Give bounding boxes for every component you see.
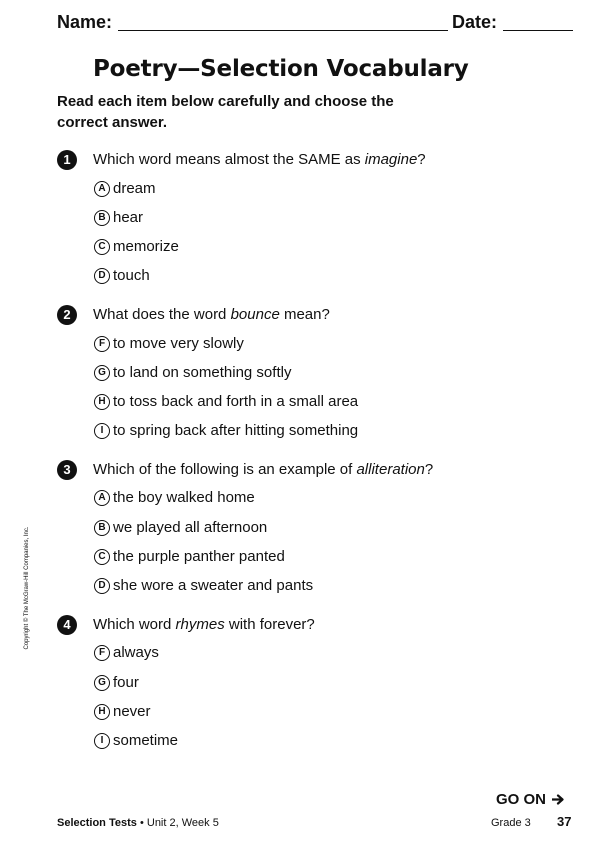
instructions: Read each item below carefully and choose the correct answer. <box>57 93 394 131</box>
answer-text: sometime <box>113 732 179 749</box>
answer-bubble[interactable]: B <box>94 210 110 226</box>
answer-option[interactable] <box>94 672 139 694</box>
question-number-badge: 1 <box>57 150 77 170</box>
answer-option[interactable] <box>94 420 358 442</box>
copyright-notice: Copyright © The McGraw-Hill Companies, Inc. <box>24 526 30 650</box>
answer-text: to move very slowly <box>113 335 244 352</box>
answer-bubble[interactable]: D <box>94 268 110 284</box>
answer-option[interactable] <box>94 546 285 568</box>
answer-bubble[interactable]: C <box>94 549 110 565</box>
name-date-header <box>57 10 573 36</box>
question-text: Which word means almost the SAME as imagine? <box>93 151 426 168</box>
question-number-badge: 4 <box>57 615 77 635</box>
answer-text: dream <box>113 180 156 197</box>
answer-option[interactable] <box>94 178 156 200</box>
answer-text: the purple panther panted <box>113 548 285 565</box>
footer-series <box>57 813 219 833</box>
answer-text: the boy walked home <box>113 489 255 506</box>
question-text: Which word rhymes with forever? <box>93 616 315 633</box>
answer-option[interactable] <box>94 236 179 258</box>
answer-bubble[interactable]: C <box>94 239 110 255</box>
answer-option[interactable] <box>94 487 255 509</box>
arrow-right-icon <box>552 794 565 805</box>
answer-text: she wore a sweater and pants <box>113 577 314 594</box>
footer-grade: Grade 3 <box>491 817 531 829</box>
answer-bubble[interactable]: A <box>94 490 110 506</box>
answer-bubble[interactable]: H <box>94 704 110 720</box>
series-name: Selection Tests <box>57 817 137 829</box>
answer-text: touch <box>113 267 150 284</box>
go-on-label: GO ON <box>496 791 547 808</box>
answer-bubble[interactable]: I <box>94 423 110 439</box>
question-text: What does the word bounce mean? <box>93 306 330 323</box>
name-label: Name: <box>57 12 113 32</box>
date-label: Date: <box>452 12 498 32</box>
question-number-badge: 3 <box>57 460 77 480</box>
answer-text: four <box>113 674 139 691</box>
page-number: 37 <box>557 814 572 829</box>
answer-option[interactable] <box>94 575 313 597</box>
answer-bubble[interactable]: D <box>94 578 110 594</box>
answer-option[interactable] <box>94 517 267 539</box>
answer-text: to spring back after hitting something <box>113 422 359 439</box>
answer-bubble[interactable]: F <box>94 645 110 661</box>
question-text: Which of the following is an example of alliteration? <box>93 461 434 478</box>
page-title: Poetry—Selection Vocabulary <box>93 56 469 82</box>
footer-bullet: • <box>139 817 144 829</box>
question-number-badge: 2 <box>57 305 77 325</box>
answer-bubble[interactable]: F <box>94 336 110 352</box>
answer-bubble[interactable]: B <box>94 520 110 536</box>
answer-text: memorize <box>113 238 179 255</box>
date-field-line[interactable] <box>503 30 573 31</box>
answer-text: we played all afternoon <box>113 519 268 536</box>
answer-option[interactable] <box>94 265 150 287</box>
answer-bubble[interactable]: A <box>94 181 110 197</box>
answer-option[interactable] <box>94 333 244 355</box>
go-on-indicator <box>496 789 565 811</box>
answer-text: always <box>113 644 159 661</box>
answer-text: hear <box>113 209 144 226</box>
unit-week: Unit 2, Week 5 <box>146 817 219 829</box>
answer-option[interactable] <box>94 362 291 384</box>
answer-text: to toss back and forth in a small area <box>113 393 359 410</box>
answer-bubble[interactable]: H <box>94 394 110 410</box>
answer-option[interactable] <box>94 701 151 723</box>
name-field-line[interactable] <box>118 30 448 31</box>
answer-option[interactable] <box>94 391 358 413</box>
answer-text: to land on something softly <box>113 364 292 381</box>
answer-text: never <box>113 703 151 720</box>
answer-option[interactable] <box>94 730 178 752</box>
answer-option[interactable] <box>94 207 143 229</box>
answer-bubble[interactable]: G <box>94 675 110 691</box>
answer-bubble[interactable]: G <box>94 365 110 381</box>
answer-option[interactable] <box>94 642 159 664</box>
answer-bubble[interactable]: I <box>94 733 110 749</box>
